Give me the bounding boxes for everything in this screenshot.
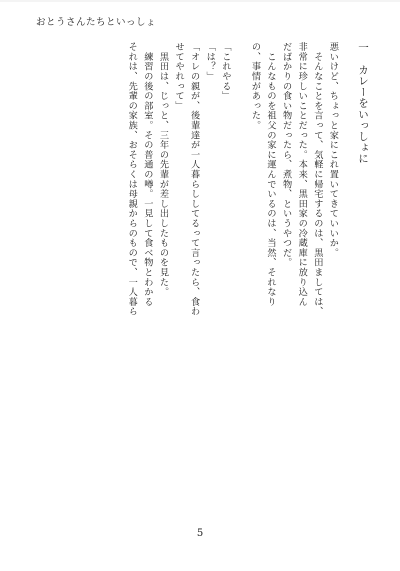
chapter-title: 一 カレーをいっしょに [357, 42, 369, 165]
text-column: 悪いけど、ちょっと家にこれ置いてきていいか。 [327, 42, 339, 258]
running-header: おとうさんたちといっしょ [36, 17, 157, 28]
text-column: だばかりの食い物だったら、煮物、というやつだ。 [280, 42, 292, 268]
text-column: こんなものを祖父の家に運んでいるのは、当然、それなり [265, 42, 277, 307]
page-number: 5 [196, 528, 204, 539]
text-column: 練習の後の部室。その普通の噂。一見して食べ物とわかる [141, 42, 153, 307]
text-column: そんなことを言って、気軽に帰宅するのは、黒田ましては、 [311, 42, 323, 317]
text-column: 黒田は、じっと、三年の先輩が差し出したものを見た。 [157, 42, 169, 297]
text-column: の、事情があった。 [249, 42, 261, 131]
text-column: 「これやる」 [219, 42, 231, 101]
scan-edge [0, 0, 400, 2]
text-column: せてやれって」 [173, 42, 185, 111]
text-column: それは、先輩の家族、おそらくは母親からのもので、一人暮ら [126, 42, 138, 317]
text-column: 「オレの親が、後輩達が一人暮らししてるって言ったら、食わ [188, 42, 200, 317]
text-column: 非常に珍しいことだった。本来、黒田家の冷蔵庫に放り込ん [296, 42, 308, 307]
vertical-body-text [36, 42, 370, 512]
text-column: 「は？」 [204, 42, 216, 82]
column-gap [233, 42, 247, 512]
